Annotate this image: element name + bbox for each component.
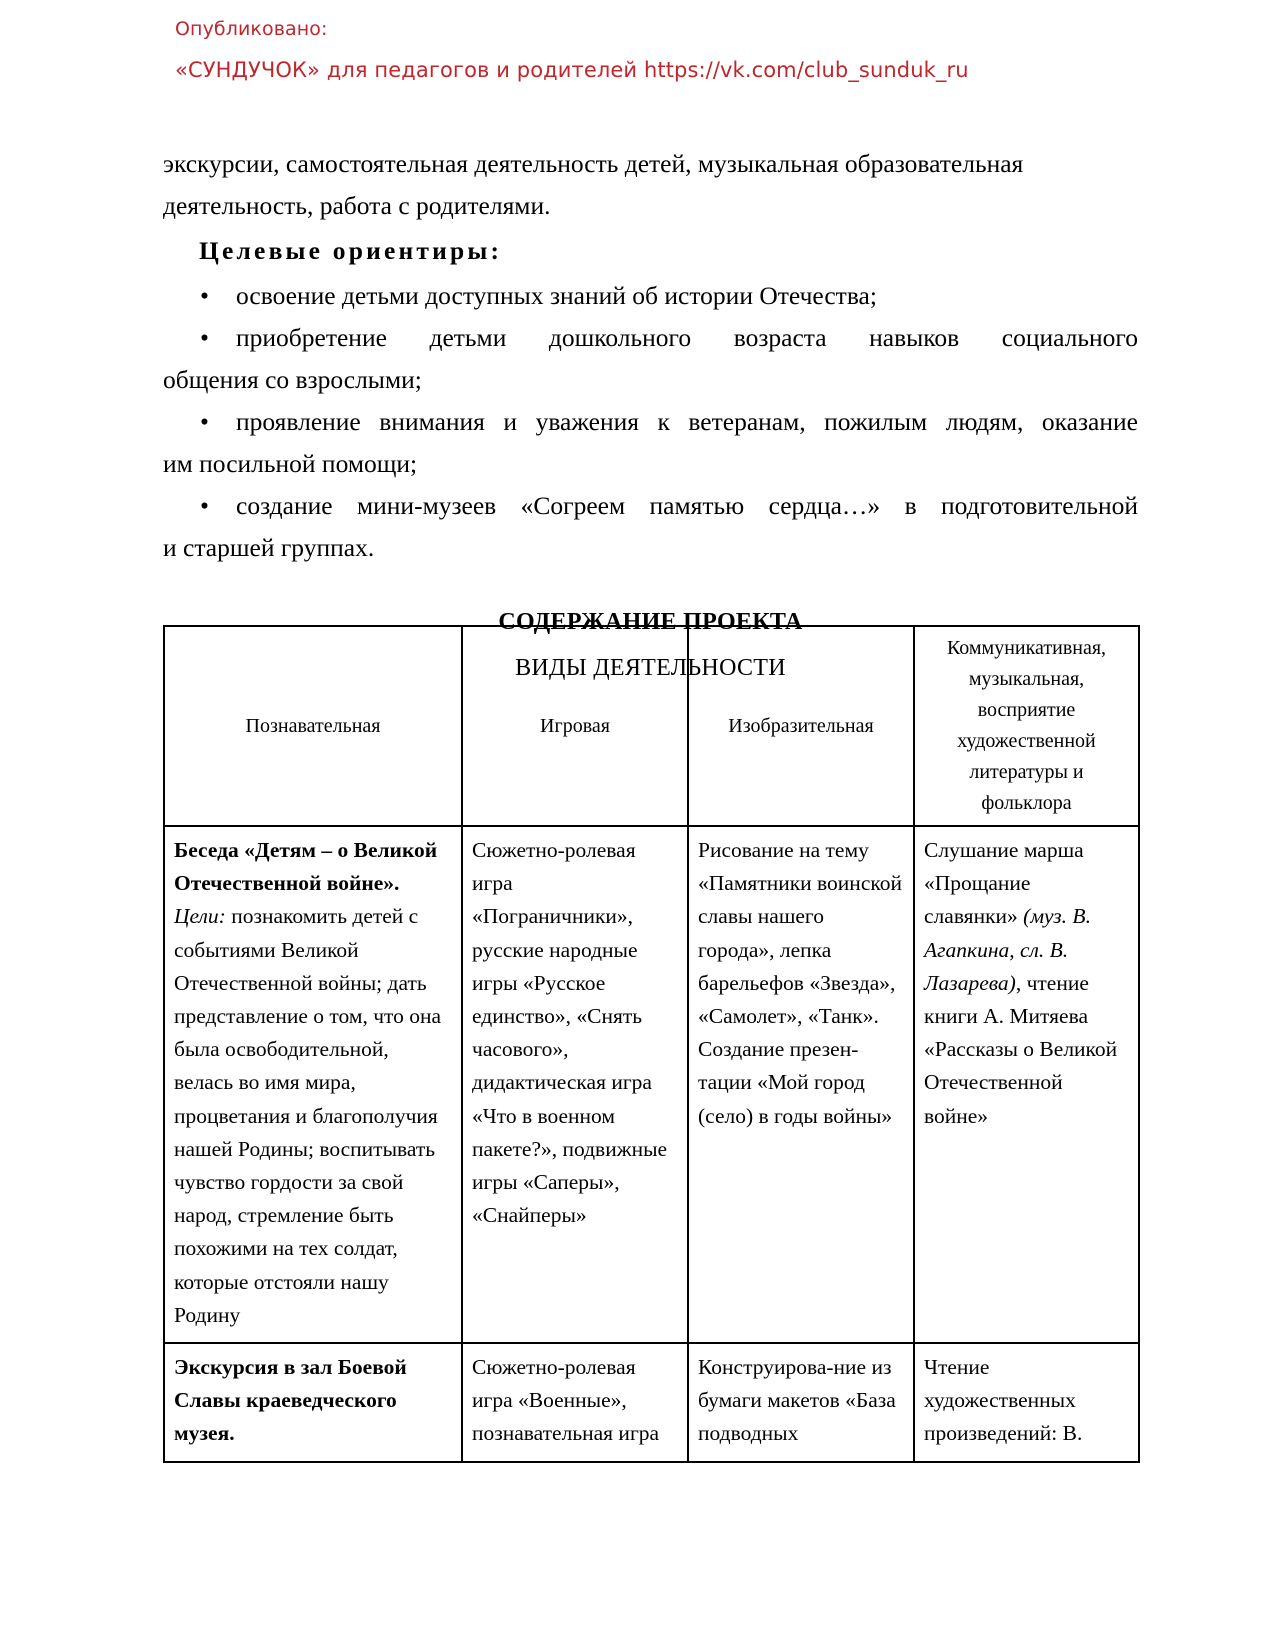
bullet-item-4-line-1	[163, 485, 1138, 527]
bullet-marker-icon: •	[200, 491, 209, 520]
watermark-source-line: «СУНДУЧОК» для педагогов и родителей https://vk.com/club_sunduk_ru	[175, 58, 969, 82]
watermark-published-label: Опубликовано:	[175, 18, 328, 40]
list-item	[163, 275, 1138, 317]
bullet-marker-icon: •	[200, 323, 209, 352]
bullet-marker-icon: •	[200, 281, 209, 310]
bullet-list	[163, 275, 1138, 569]
cell-goals-label: Цели:	[174, 904, 226, 929]
cell-visual-arts-row-2: Конструирова-ние из бумаги макетов «База подводных	[688, 1343, 914, 1462]
cell-title-text: Экскурсия в зал Боевой Славы краеведческого музея.	[174, 1355, 407, 1446]
bullet-item-1-text: освоение детьми доступных знаний об истории Отечества;	[236, 281, 877, 310]
list-item	[163, 401, 1138, 485]
content-section-title: СОДЕРЖАНИЕ ПРОЕКТА	[498, 609, 803, 635]
list-item	[163, 317, 1138, 401]
bullet-item-2-line-1	[163, 317, 1138, 359]
activities-table	[163, 625, 1140, 1463]
intro-paragraph-line-2: деятельность, работа с родителями.	[163, 191, 551, 220]
cell-communicative-row-1	[914, 826, 1139, 1343]
table-row	[164, 826, 1139, 1343]
column-header-cognitive: Познавательная	[164, 626, 462, 826]
intro-paragraph-line-1: экскурсии, самостоятельная деятельность детей, музыкальная образовательная	[163, 149, 1024, 178]
bullet-item-3-line-1	[163, 401, 1138, 443]
bullet-item-3-line-2: им посильной помощи;	[163, 449, 418, 478]
document-body	[163, 143, 1138, 691]
cell-music-text-pre: Слушание марша «Прощание славянки»	[924, 838, 1084, 929]
cell-title-text: Беседа «Детям – о Великой Отечественной войне».	[174, 838, 438, 896]
column-header-communicative: Коммуникативная, музыкальная, восприятие художественной литературы и фольклора	[914, 626, 1139, 826]
cell-play-row-1: Сюжетно-ролевая игра «Пограничники», русские народные игры «Русское единство», «Снять часового», дидактическая игра «Что в военном пакете?», подвижные игры «Саперы», «Снайперы»	[462, 826, 688, 1343]
section-heading-targets: Целевые ориентиры:	[199, 236, 503, 265]
cell-cognitive-row-1	[164, 826, 462, 1343]
bullet-item-3-text: проявление внимания и уважения к ветеранам, пожилым людям, оказание	[236, 407, 1138, 436]
bullet-item-2-line-2: общения со взрослыми;	[163, 365, 422, 394]
bullet-item-2-text: приобретение детьми дошкольного возраста навыков социального	[236, 323, 1138, 352]
cell-play-row-2: Сюжетно-ролевая игра «Военные», познавательная игра	[462, 1343, 688, 1462]
table-header-row	[164, 626, 1139, 826]
column-header-play: Игровая	[462, 626, 688, 826]
cell-goals-text: познакомить детей с событиями Великой Отечественной войны; дать представление о том, что она была освободительной, велась во имя мира, процветания и благополучия нашей Родины; воспитывать чувство гордости за свой народ, стремление быть похожими на тех солдат, которые отстояли нашу Родину	[174, 904, 442, 1327]
column-header-visual-arts: Изобразительная	[688, 626, 914, 826]
bullet-item-4-line-2: и старшей группах.	[163, 533, 375, 562]
bullet-item-1-line-1	[163, 275, 1138, 317]
bullet-item-4-text: создание мини-музеев «Согреем памятью сердца…» в подготовительной	[236, 491, 1138, 520]
cell-music-credit: (муз. В. Агапкина, сл. В. Лазарева)	[924, 904, 1091, 995]
cell-cognitive-row-2	[164, 1343, 462, 1462]
bullet-marker-icon: •	[200, 407, 209, 436]
content-section-subtitle: ВИДЫ ДЕЯТЕЛЬНОСТИ	[515, 655, 786, 681]
cell-communicative-row-2: Чтение художественных произведений: В.	[914, 1343, 1139, 1462]
table-row	[164, 1343, 1139, 1462]
cell-music-text-post: , чтение книги А. Митяева «Рассказы о Великой Отечественной войне»	[924, 970, 1118, 1128]
list-item	[163, 485, 1138, 569]
cell-visual-arts-row-1: Рисование на тему «Памятники воинской славы нашего города», лепка барельефов «Звезда», «Самолет», «Танк». Создание презен-тации «Мой город (село) в годы войны»	[688, 826, 914, 1343]
